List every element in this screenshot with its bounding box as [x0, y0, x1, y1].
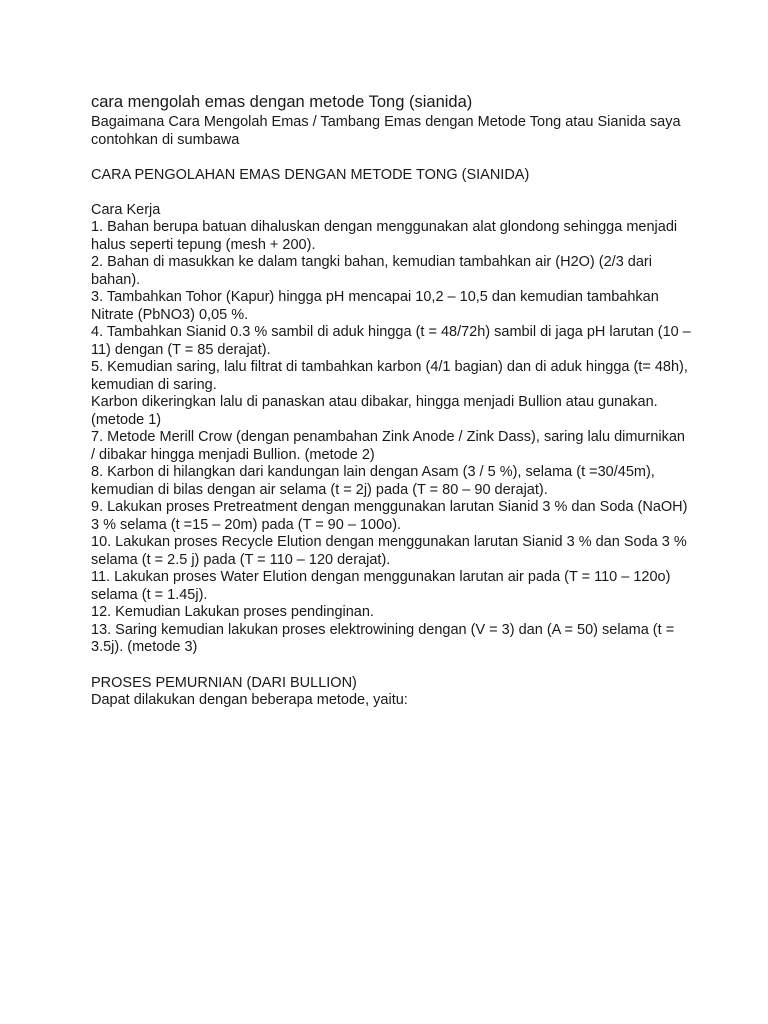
refining-heading: PROSES PEMURNIAN (DARI BULLION): [91, 674, 357, 691]
step-11: 11. Lakukan proses Water Elution dengan menggunakan larutan air pada (T = 110 – 120o) selama (t = 1.45j).: [91, 569, 671, 603]
document-subtitle: Bagaimana Cara Mengolah Emas / Tambang Emas dengan Metode Tong atau Sianida saya contohkan di sumbawa: [91, 114, 681, 148]
section-heading: CARA PENGOLAHAN EMAS DENGAN METODE TONG (SIANIDA): [91, 167, 530, 183]
step-4: 4. Tambahkan Sianid 0.3 % sambil di aduk hingga (t = 48/72h) sambil di jaga pH larutan (10 – 11) dengan (T = 85 derajat).: [91, 324, 691, 358]
cara-kerja-label: Cara Kerja: [91, 202, 161, 218]
document-title: cara mengolah emas dengan metode Tong (sianida): [91, 93, 473, 111]
step-3: 3. Tambahkan Tohor (Kapur) hingga pH mencapai 10,2 – 10,5 dan kemudian tambahkan Nitrate (PbNO3) 0,05 %.: [91, 289, 659, 323]
refining-intro: Dapat dilakukan dengan beberapa metode, yaitu:: [91, 691, 408, 708]
step-8: 8. Karbon di hilangkan dari kandungan lain dengan Asam (3 / 5 %), selama (t =30/45m), kemudian di bilas dengan air selama (t = 2j) pada (T = 80 – 90 derajat).: [91, 464, 655, 498]
step-13: 13. Saring kemudian lakukan proses elektrowining dengan (V = 3) dan (A = 50) selama (t = 3.5j). (metode 3): [91, 621, 675, 655]
step-10: 10. Lakukan proses Recycle Elution dengan menggunakan larutan Sianid 3 % dan Soda 3 % selama (t = 2.5 j) pada (T = 110 – 120 derajat).: [91, 534, 687, 568]
step-7: 7. Metode Merill Crow (dengan penambahan Zink Anode / Zink Dass), saring lalu dimurnikan / dibakar hingga menjadi Bullion. (metode 2): [91, 429, 685, 463]
step-12: 12. Kemudian Lakukan proses pendinginan.: [91, 604, 374, 620]
step-2: 2. Bahan di masukkan ke dalam tangki bahan, kemudian tambahkan air (H2O) (2/3 dari bahan).: [91, 254, 652, 288]
step-5-continuation: Karbon dikeringkan lalu di panaskan atau dibakar, hingga menjadi Bullion atau gunakan. (metode 1): [91, 394, 658, 428]
step-5: 5. Kemudian saring, lalu filtrat di tambahkan karbon (4/1 bagian) dan di aduk hingga (t= 48h), kemudian di saring.: [91, 359, 688, 393]
step-1: 1. Bahan berupa batuan dihaluskan dengan menggunakan alat glondong sehingga menjadi halus seperti tepung (mesh + 200).: [91, 219, 678, 253]
document-body: [91, 92, 691, 709]
step-9: 9. Lakukan proses Pretreatment dengan menggunakan larutan Sianid 3 % dan Soda (NaOH) 3 % selama (t =15 – 20m) pada (T = 90 – 100o).: [91, 499, 688, 533]
